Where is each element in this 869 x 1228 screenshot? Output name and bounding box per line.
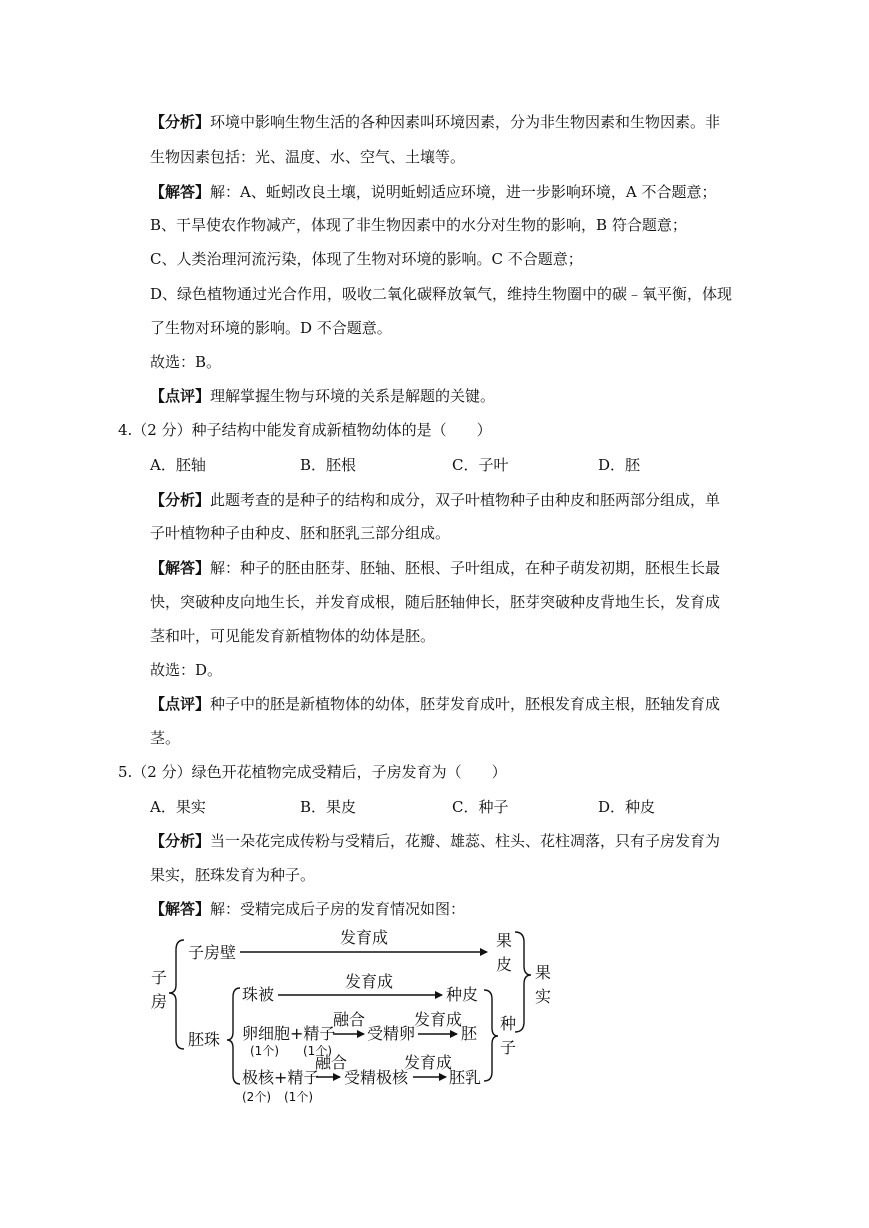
seed-label-2: 子 xyxy=(500,1038,517,1057)
q5-option-d: D．种皮 xyxy=(598,798,656,816)
q5-option-b: B．果皮 xyxy=(300,798,357,816)
embryo-label: 胚 xyxy=(461,1024,478,1043)
q4-answer-line-1: 【解答】解：种子的胚由胚芽、胚轴、胚根、子叶组成，在种子萌发初期，胚根生长最 xyxy=(150,559,721,577)
analysis-tag: 【分析】 xyxy=(150,832,211,850)
comment-tag: 【点评】 xyxy=(150,387,211,405)
q3-analysis-line-2: 生物因素包括：光、温度、水、空气、土壤等。 xyxy=(150,148,466,166)
q4-answer-line-2: 快，突破种皮向地生长，并发育成根，随后胚轴伸长，胚芽突破种皮背地生长，发育成 xyxy=(150,593,721,611)
pericarp-label-2: 皮 xyxy=(496,955,513,974)
seed-brace xyxy=(484,990,498,1081)
analysis-tag: 【分析】 xyxy=(150,491,211,509)
q4-comment-line-1: 【点评】种子中的胚是新植物体的幼体，胚芽发育成叶，胚根发育成主根，胚轴发育成 xyxy=(150,695,721,713)
q4-option-b: B．胚根 xyxy=(300,456,357,474)
ovule-label: 胚珠 xyxy=(188,1030,221,1049)
ovary-label-2: 房 xyxy=(151,992,168,1011)
q3-choice: 故选：B。 xyxy=(150,353,222,371)
ovary-wall-label: 子房壁 xyxy=(188,943,237,962)
fruit-label-1: 果 xyxy=(535,963,552,982)
develops-into-label-4: 发育成 xyxy=(404,1053,453,1072)
polar-sperm-label: 极核+精子 xyxy=(242,1068,320,1087)
q4-answer-line-3: 茎和叶，可见能发育新植物体的幼体是胚。 xyxy=(150,627,436,645)
fruit-brace xyxy=(515,932,531,1032)
ovary-label-1: 子 xyxy=(151,968,168,987)
q3-comment: 【点评】理解掌握生物与环境的关系是解题的关键。 xyxy=(150,387,496,405)
q3-answer-line-4: D、绿色植物通过光合作用，吸收二氧化碳释放氧气，维持生物圈中的碳﹣氧平衡，体现 xyxy=(150,285,733,303)
q4-analysis-line-1: 【分析】此题考查的是种子的结构和成分，双子叶植物种子由种皮和胚两部分组成，单 xyxy=(150,491,721,509)
answer-tag: 【解答】 xyxy=(150,183,211,201)
fruit-label-2: 实 xyxy=(535,987,552,1006)
q3-answer-line-2: B、干旱使农作物减产，体现了非生物因素中的水分对生物的影响，B 符合题意； xyxy=(150,216,687,234)
q3-answer-line-5: 了生物对环境的影响。D 不合题意。 xyxy=(150,319,392,337)
answer-tag: 【解答】 xyxy=(150,900,211,918)
answer-tag: 【解答】 xyxy=(150,559,211,577)
q3-answer-line-1: 【解答】解：A、蚯蚓改良土壤，说明蚯蚓适应环境，进一步影响环境，A 不合题意； xyxy=(150,183,717,201)
sperm1-count-label: (1个) xyxy=(303,1044,332,1058)
q5-option-c: C．种子 xyxy=(452,798,509,816)
q4-stem: 4.（2 分）种子结构中能发育成新植物幼体的是（ ） xyxy=(118,421,492,439)
comment-tag: 【点评】 xyxy=(150,695,211,713)
q5-option-a: A．果实 xyxy=(150,798,206,816)
q4-option-a: A．胚轴 xyxy=(150,456,206,474)
develops-into-label-1: 发育成 xyxy=(340,928,389,947)
pericarp-label-1: 果 xyxy=(496,931,513,950)
ovary-brace xyxy=(169,940,184,1049)
q4-option-c: C．子叶 xyxy=(452,456,509,474)
fertilized-egg-label: 受精卵 xyxy=(367,1024,416,1043)
polar-count-label: (2个) xyxy=(242,1090,271,1104)
fuse-label-2: 融合 xyxy=(315,1053,348,1072)
q4-choice: 故选：D。 xyxy=(150,661,223,679)
seed-label-1: 种 xyxy=(500,1014,517,1033)
q5-stem: 5.（2 分）绿色开花植物完成受精后，子房发育为（ ） xyxy=(118,763,507,781)
q3-answer-line-3: C、人类治理河流污染，体现了生物对环境的影响。C 不合题意； xyxy=(150,250,583,268)
fuse-label-1: 融合 xyxy=(333,1010,366,1029)
q4-analysis-line-2: 子叶植物种子由种皮、胚和胚乳三部分组成。 xyxy=(150,524,451,542)
integument-label: 珠被 xyxy=(242,985,275,1004)
seed-coat-label: 种皮 xyxy=(446,985,479,1004)
q5-analysis-line-1: 【分析】当一朵花完成传粉与受精后，花瓣、雄蕊、柱头、花柱凋落，只有子房发育为 xyxy=(150,832,721,850)
q4-comment-line-2: 茎。 xyxy=(150,729,181,747)
fertilized-polar-label: 受精极核 xyxy=(344,1068,409,1087)
develops-into-label-3: 发育成 xyxy=(414,1010,463,1029)
q5-answer-line-1: 【解答】解：受精完成后子房的发育情况如图： xyxy=(150,900,466,918)
endosperm-label: 胚乳 xyxy=(449,1068,482,1087)
q4-option-d: D．胚 xyxy=(598,456,641,474)
egg-sperm-label: 卵细胞+精子 xyxy=(242,1024,336,1043)
ovule-brace xyxy=(227,988,240,1084)
egg-count-label: (1个) xyxy=(250,1044,279,1058)
q3-analysis-line-1: 【分析】环境中影响生物生活的各种因素叫环境因素，分为非生物因素和生物因素。非 xyxy=(150,113,721,131)
sperm2-count-label: (1个) xyxy=(284,1090,313,1104)
analysis-tag: 【分析】 xyxy=(150,113,211,131)
q5-analysis-line-2: 果实，胚珠发育为种子。 xyxy=(150,866,316,884)
develops-into-label-2: 发育成 xyxy=(345,972,394,991)
